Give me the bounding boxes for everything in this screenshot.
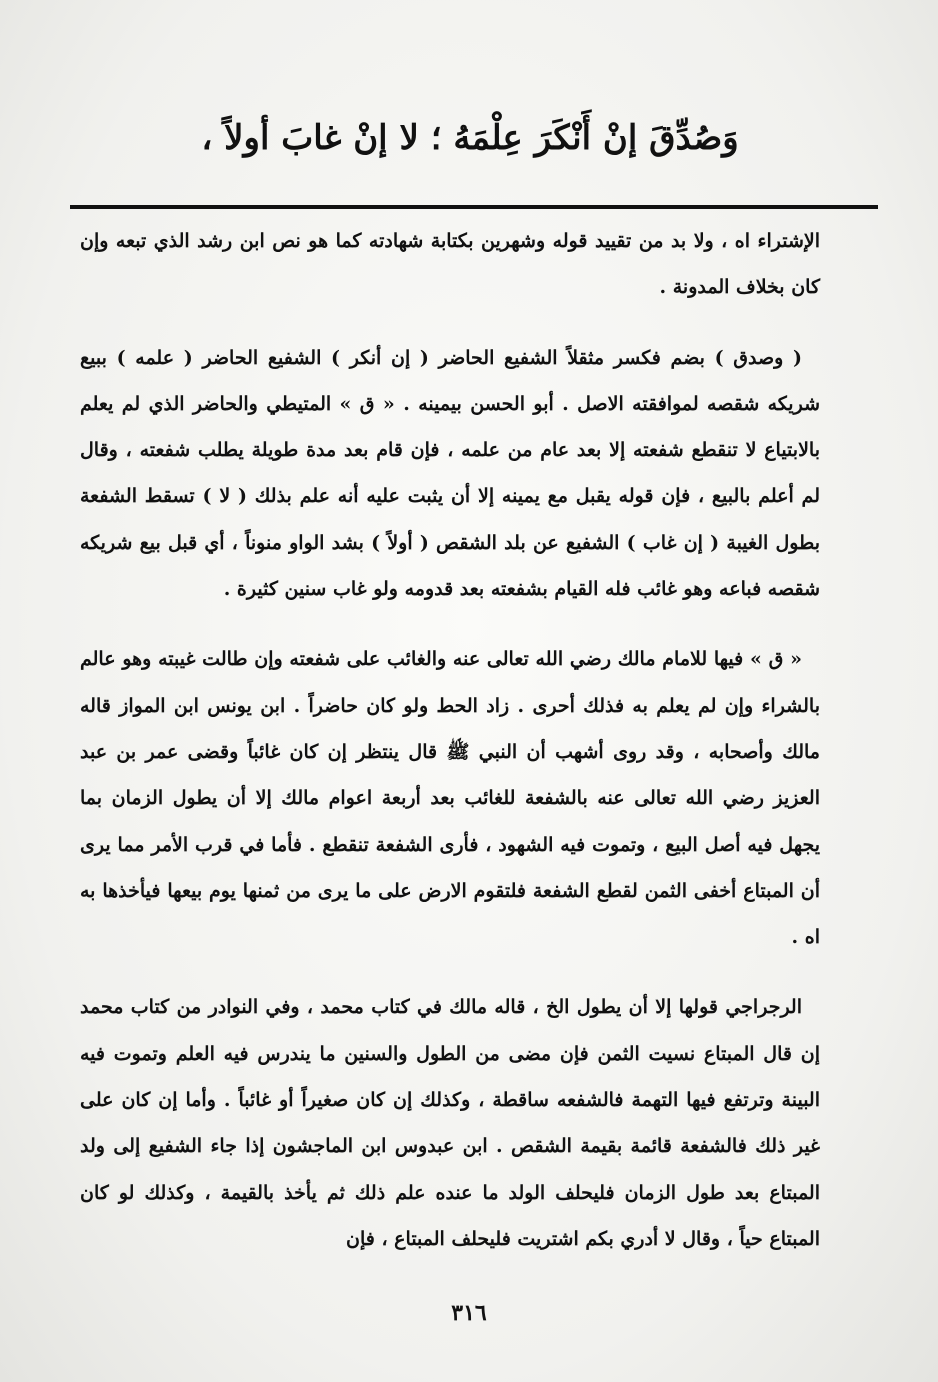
paragraph-2: ( وصدق ) بضم فكسر مثقلاً الشفيع الحاضر ( إن أنكر ) الشفيع الحاضر ( علمه ) ببيع شريكه شقصه لموافقته الاصل . أبو الحسن بيمينه . « ق » المتيطي والحاضر الذي لم يعلم بالابتياع لا تنقطع شفعته إلا بعد عام من علمه ، فإن قام بعد مدة طويلة يطلب شفعته ، وقال لم أعلم بالبيع ، فإن قوله يقبل مع يمينه إلا أن يثبت عليه أنه علم بذلك ( لا ) تسقط الشفعة بطول الغيبة ( إن غاب ) الشفيع عن بلد الشقص ( أولاً ) بشد الواو منوناً ، أي قبل بيع شريكه شقصه فباعه وهو غائب فله القيام بشفعته بعد قدومه ولو غاب سنين كثيرة . <box>80 346 820 601</box>
paragraph-1: الإشتراء اه ، ولا بد من تقييد قوله وشهرين بكتابة شهادته كما هو نص ابن رشد الذي تبعه وإن كان بخلاف المدونة . <box>80 230 820 299</box>
paragraph-3: « ق » فيها للامام مالك رضي الله تعالى عنه والغائب على شفعته وإن طالت غيبته وهو عالم بالشراء وإن لم يعلم به فذلك أحرى . زاد الحط ولو كان حاضراً . ابن يونس ابن المواز قاله مالك وأصحابه ، وقد روى أشهب أن النبي ﷺ قال ينتظر إن كان غائباً وقضى عمر بن عبد العزيز رضي الله تعالى عنه بالشفعة للغائب بعد أربعة اعوام مالك إلا أن يطول الزمان بما يجهل فيه أصل البيع ، وتموت فيه الشهود ، فأرى الشفعة تنقطع . فأما في قرب الأمر مما يرى أن المبتاع أخفى الثمن لقطع الشفعة فلتقوم الارض على ما يرى من ثمنها يوم بيعها فيأخذها به اه . <box>80 648 820 949</box>
heading-divider <box>70 205 878 209</box>
body-text <box>80 218 820 1262</box>
page-number: ٣١٦ <box>451 1300 487 1326</box>
paragraph-4: الرجراجي قولها إلا أن يطول الخ ، قاله مالك في كتاب محمد ، وفي النوادر من كتاب محمد إن قال المبتاع نسيت الثمن فإن مضى من الطول والسنين ما يندرس فيه العلم وتموت فيه البينة وترتفع فيها التهمة فالشفعه ساقطة ، وكذلك إن كان صغيراً أو غائباً . وأما إن كان على غير ذلك فالشفعة قائمة بقيمة الشقص . ابن عبدوس ابن الماجشون إذا جاء الشفيع إلى ولد المبتاع بعد طول الزمان فليحلف الولد ما عنده علم ذلك ثم يأخذ بالقيمة ، وكذلك لو كان المبتاع حياً ، وقال لا أدري بكم اشتريت فليحلف المبتاع ، فإن <box>80 996 820 1250</box>
page-heading: وَصُدِّقَ إنْ أَنْكَرَ عِلْمَهُ ؛ لا إنْ غابَ أولاً ، <box>201 118 739 158</box>
